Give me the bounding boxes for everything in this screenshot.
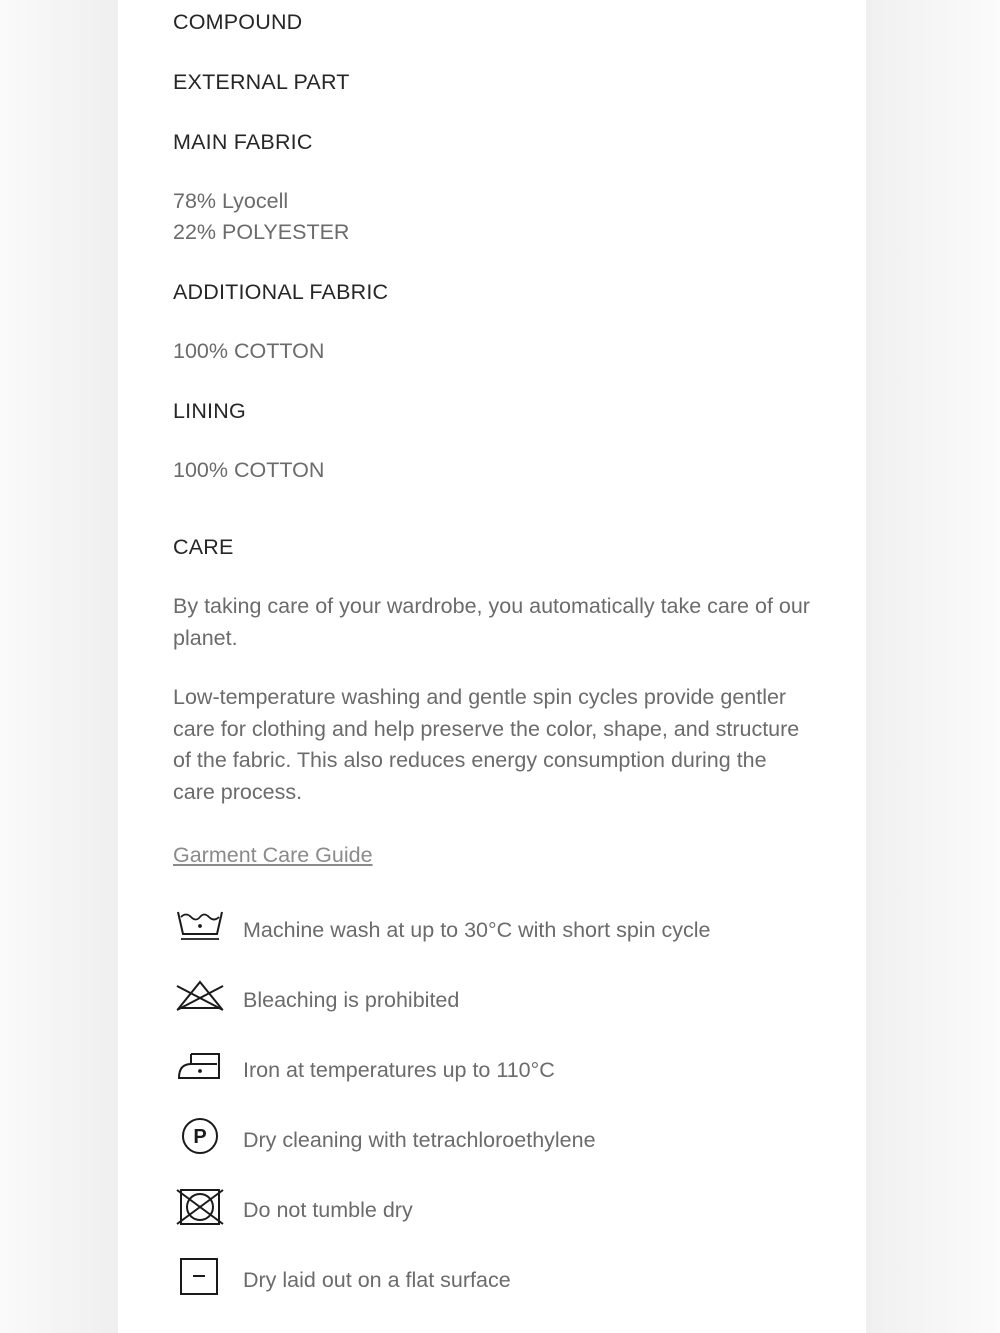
care-instruction-dry-clean <box>173 1118 793 1164</box>
no-bleach-icon <box>173 978 227 1024</box>
wash-30-gentle-icon <box>173 908 227 954</box>
main-fabric-heading: MAIN FABRIC <box>173 130 313 154</box>
care-instruction-dry-flat <box>173 1258 793 1304</box>
care-label-tumble: Do not tumble dry <box>243 1198 413 1222</box>
care-title: CARE <box>173 535 234 559</box>
care-description: Low-temperature washing and gentle spin cycles provide gentler care for clothing and help preserve the color, shape, and structure of the fabric. This also reduces energy consumption during the care process. <box>173 685 800 804</box>
care-label-dry-clean: Dry cleaning with tetrachloroethylene <box>243 1128 596 1152</box>
care-instruction-bleach <box>173 978 793 1024</box>
main-fabric-value-1: 78% Lyocell <box>173 189 289 213</box>
garment-care-guide-link[interactable]: Garment Care Guide <box>173 843 373 867</box>
care-label-iron: Iron at temperatures up to 110°C <box>243 1058 555 1082</box>
main-fabric-value-2: 22% POLYESTER <box>173 220 350 244</box>
care-label-wash: Machine wash at up to 30°C with short spin cycle <box>243 918 711 942</box>
svg-text:P: P <box>193 1126 207 1148</box>
additional-fabric-heading: ADDITIONAL FABRIC <box>173 280 389 304</box>
dry-flat-icon <box>173 1258 227 1304</box>
care-label-bleach: Bleaching is prohibited <box>243 988 460 1012</box>
care-instruction-iron <box>173 1048 793 1094</box>
left-margin <box>0 0 118 1333</box>
external-part-heading: EXTERNAL PART <box>173 70 350 94</box>
additional-fabric-value: 100% COTTON <box>173 339 325 363</box>
composition-title: COMPOUND <box>173 10 303 34</box>
lining-value: 100% COTTON <box>173 458 325 482</box>
dry-clean-p-icon <box>173 1118 227 1164</box>
lining-heading: LINING <box>173 399 246 423</box>
care-label-dry-flat: Dry laid out on a flat surface <box>243 1268 511 1292</box>
iron-low-icon <box>173 1048 227 1094</box>
care-instruction-wash <box>173 908 793 954</box>
care-intro: By taking care of your wardrobe, you automatically take care of our planet. <box>173 594 810 650</box>
right-margin <box>866 0 1000 1333</box>
care-instruction-tumble <box>173 1188 793 1234</box>
no-tumble-dry-icon <box>173 1188 227 1234</box>
